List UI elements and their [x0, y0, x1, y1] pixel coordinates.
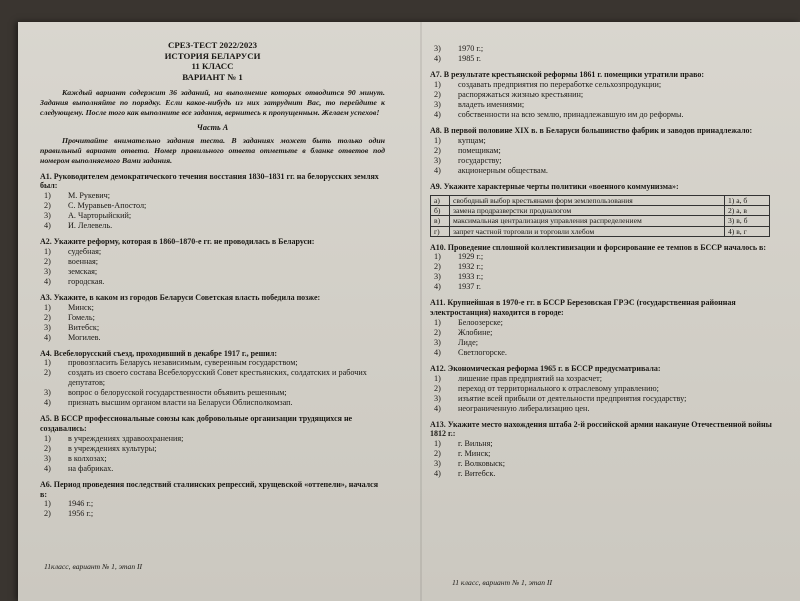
answer-option: [430, 262, 782, 272]
answer-option: [430, 156, 782, 166]
option-text: г. Витебск.: [458, 469, 496, 479]
question-text: А12. Экономическая реформа 1965 г. в БССР предусматривала:: [430, 363, 661, 373]
answer-option: [40, 358, 385, 368]
option-text: государству;: [458, 155, 502, 165]
a9-row: [431, 196, 770, 206]
option-text: 1946 г.;: [68, 499, 94, 509]
option-number: 3): [44, 453, 51, 463]
answer-option: [430, 439, 782, 449]
a9-row: [431, 206, 770, 216]
a9-row: [431, 226, 770, 236]
left-questions: [40, 172, 385, 520]
question-text: А8. В первой половине XIX в. в Беларуси большинство фабрик и заводов принадлежало:: [430, 125, 753, 135]
option-number: 2): [44, 201, 51, 211]
question-item: [430, 364, 782, 414]
answer-option: [430, 318, 782, 328]
a9-answer: 1) а, б: [725, 196, 770, 206]
a9-answer: 2) а, в: [725, 206, 770, 216]
question-text: А9. Укажите характерные черты политики «военного коммунизма»:: [430, 181, 679, 191]
answer-option: [40, 211, 385, 221]
answer-option: [40, 201, 385, 211]
option-text: собственности на всю землю, принадлежавшую им до реформы.: [458, 109, 684, 119]
option-text: Минск;: [68, 302, 94, 312]
answer-option: [430, 80, 782, 90]
option-text: Светлогорске.: [458, 347, 507, 357]
answer-option: [430, 100, 782, 110]
option-text: владеть имениями;: [458, 99, 525, 109]
option-number: 3): [434, 393, 441, 403]
question-item: [430, 243, 782, 293]
option-text: Белоозерске;: [458, 317, 503, 327]
option-number: 4): [44, 398, 51, 408]
question-text: А5. В БССР профессиональные союзы как добровольные организации трудящихся не создавались:: [40, 414, 353, 434]
question-text: А7. В результате крестьянской реформы 1861 г. помещики утратили право:: [430, 70, 705, 79]
option-text: Жлобине;: [458, 327, 493, 337]
option-number: 2): [44, 256, 51, 266]
question-item: [40, 237, 385, 287]
a9-letter: а): [431, 196, 450, 206]
question-item: [40, 349, 385, 409]
option-number: 2): [44, 443, 51, 453]
answer-option: [40, 323, 385, 333]
question-item: [430, 298, 782, 358]
option-number: 1): [434, 135, 441, 145]
option-text: в учреждениях здравоохранения;: [68, 433, 184, 443]
right-page: [430, 44, 782, 479]
option-number: 3): [434, 44, 441, 53]
option-text: 1956 г.;: [68, 509, 94, 519]
right-questions-2: [430, 243, 782, 480]
option-text: акционерным обществам.: [458, 165, 548, 175]
a9-letter: г): [431, 226, 450, 236]
option-number: 3): [44, 388, 51, 398]
a9-table: [430, 195, 770, 236]
option-number: 1): [44, 246, 51, 256]
answer-option: [40, 454, 385, 464]
a9-answer: 4) в, г: [725, 226, 770, 236]
option-number: 4): [44, 463, 51, 473]
answer-option: [430, 328, 782, 338]
a9-answer: 3) в, б: [725, 216, 770, 226]
question-a9: [430, 182, 782, 237]
title-line-1: СРЕЗ-ТЕСТ 2022/2023: [167, 40, 258, 50]
option-text: М. Рукевич;: [68, 191, 111, 201]
option-text: Лиде;: [458, 337, 479, 347]
question-text: А4. Всебелорусский съезд, проходивший в декабре 1917 г., решил:: [40, 348, 278, 358]
option-text: А. Чарторыйский;: [68, 211, 132, 221]
option-number: 1): [44, 358, 51, 368]
option-text: изъятие всей прибыли от деятельности предприятия государству;: [458, 393, 687, 403]
option-number: 3): [44, 266, 51, 276]
option-number: 3): [434, 99, 441, 109]
question-text: А11. Крупнейшая в 1970-е гг. в БССР Березовская ГРЭС (государственная районная электростанция) находится в городе:: [430, 298, 736, 318]
option-text: С. Муравьев-Апостол;: [68, 201, 147, 211]
option-number: 4): [434, 403, 441, 413]
answer-option: [40, 464, 385, 474]
answer-option: [40, 267, 385, 277]
option-text: И. Лелевель.: [68, 221, 113, 231]
option-number: 3): [434, 272, 441, 282]
a9-feature: максимальная централизация управления распределением: [450, 216, 725, 226]
page-fold: [420, 22, 422, 601]
answer-option: [40, 499, 385, 509]
answer-option: [430, 54, 782, 64]
a9-feature: замена продразверстки продналогом: [450, 206, 725, 216]
instructions: Каждый вариант содержит 36 заданий, на выполнение которых отводится 90 минут. Задания выполняйте по порядку. Если какое-нибудь из них затруднит Вас, то перейдите к следующему. После того как выполните все задания, вернитесь к пропущенным. Желаем успехов!: [40, 88, 385, 117]
answer-option: [430, 394, 782, 404]
answer-option: [430, 166, 782, 176]
option-number: 1): [434, 252, 441, 262]
option-text: г. Вильня;: [458, 439, 493, 449]
answer-option: [40, 257, 385, 267]
title-line-4: ВАРИАНТ № 1: [182, 71, 243, 82]
footer-left: 11класс, вариант № 1, этап II: [44, 562, 143, 571]
answer-option: [40, 191, 385, 201]
question-item: [430, 420, 782, 480]
answer-option: [40, 313, 385, 323]
option-text: военная;: [68, 256, 99, 266]
answer-option: [430, 252, 782, 262]
answer-option: [40, 277, 385, 287]
option-number: 1): [434, 373, 441, 383]
option-text: 1985 г.: [458, 54, 481, 63]
option-number: 4): [434, 469, 441, 479]
a9-letter: б): [431, 206, 450, 216]
option-text: распоряжаться жизнью крестьянин;: [458, 89, 584, 99]
option-text: помещикам;: [458, 145, 501, 155]
question-item: [40, 414, 385, 474]
option-text: неограниченную либерализацию цен.: [458, 403, 590, 413]
option-number: 2): [434, 89, 441, 99]
option-number: 1): [44, 191, 51, 201]
option-number: 1): [44, 499, 51, 509]
option-number: 4): [434, 347, 441, 357]
option-number: 4): [44, 276, 51, 286]
option-number: 1): [434, 439, 441, 449]
option-number: 3): [434, 337, 441, 347]
right-questions: [430, 70, 782, 176]
option-text: г. Волковыск;: [458, 459, 505, 469]
a9-feature: свободный выбор крестьянами форм землепользования: [450, 196, 725, 206]
option-number: 2): [434, 449, 441, 459]
answer-option: [40, 247, 385, 257]
option-number: 3): [434, 459, 441, 469]
option-number: 1): [434, 79, 441, 89]
answer-option: [40, 398, 385, 408]
answer-option: [430, 110, 782, 120]
option-number: 2): [434, 327, 441, 337]
question-item: [40, 293, 385, 343]
option-number: 4): [44, 332, 51, 342]
question-text: А10. Проведение сплошной коллективизации и форсирование ее темпов в БССР началось в:: [430, 242, 767, 252]
a6-continued-options: [430, 44, 782, 64]
answer-option: [430, 459, 782, 469]
option-number: 4): [434, 165, 441, 175]
question-text: А2. Укажите реформу, которая в 1860–1870-е гг. не проводилась в Беларуси:: [40, 237, 315, 247]
option-text: 1970 г.;: [458, 44, 484, 53]
option-number: 2): [44, 509, 51, 519]
option-number: 2): [434, 262, 441, 272]
answer-option: [430, 384, 782, 394]
option-text: 1937 г.: [458, 282, 481, 292]
option-text: Могилев.: [68, 332, 101, 342]
answer-option: [430, 348, 782, 358]
question-text: А13. Укажите место нахождения штаба 2-й российской армии накануне Отечественной войны 1812 г.:: [430, 419, 772, 439]
question-text: А6. Период проведения последствий сталинских репрессий, хрущевской «оттепели», начался в:: [40, 479, 379, 499]
title-line-2: ИСТОРИЯ БЕЛАРУСИ: [164, 50, 261, 61]
option-text: на фабриках.: [68, 463, 114, 473]
answer-option: [430, 44, 782, 54]
option-text: земская;: [68, 266, 98, 276]
part-a-heading: Часть А: [196, 123, 229, 133]
option-number: 2): [44, 312, 51, 322]
answer-option: [40, 303, 385, 313]
option-number: 3): [44, 322, 51, 332]
option-text: признать высшим органом власти на Беларуси Облисполкомзап.: [68, 398, 293, 408]
answer-option: [430, 449, 782, 459]
option-number: 2): [44, 368, 51, 378]
option-text: 1933 г.;: [458, 272, 484, 282]
option-number: 2): [434, 145, 441, 155]
option-text: создать из своего состава Всебелорусский Совет крестьянских, солдатских и рабочих депутатов;: [68, 368, 367, 388]
a9-row: [431, 216, 770, 226]
question-item: [430, 70, 782, 120]
answer-option: [40, 333, 385, 343]
question-item: [430, 126, 782, 176]
question-text: А3. Укажите, в каком из городов Беларуси Советская власть победила позже:: [40, 292, 321, 302]
option-text: г. Минск;: [458, 449, 491, 459]
option-number: 3): [44, 211, 51, 221]
option-number: 4): [434, 54, 441, 63]
answer-option: [430, 338, 782, 348]
option-text: судебная;: [68, 246, 102, 256]
part-a-instructions: Прочитайте внимательно задания теста. В заданиях может быть только один правильный вариант ответа. Номер правильного ответа отметьте в бланке ответов под номером выполняемого Вами задания.: [40, 136, 385, 165]
option-text: переход от территориального к отраслевому управлению;: [458, 383, 659, 393]
a9-letter: в): [431, 216, 450, 226]
answer-option: [430, 282, 782, 292]
left-page: [40, 40, 385, 519]
question-item: [40, 172, 385, 232]
answer-option: [430, 272, 782, 282]
answer-option: [40, 368, 385, 388]
option-number: 4): [434, 282, 441, 292]
option-text: в колхозах;: [68, 453, 107, 463]
question-text: А1. Руководителем демократического течения восстания 1830–1831 гг. на белорусских землях был:: [40, 171, 379, 191]
option-number: 2): [434, 383, 441, 393]
option-text: лишение прав предприятий на хозрасчет;: [458, 373, 603, 383]
answer-option: [430, 90, 782, 100]
answer-option: [430, 404, 782, 414]
option-text: провозгласить Беларусь независимым, суверенным государством;: [68, 358, 298, 368]
option-text: в учреждениях культуры;: [68, 443, 157, 453]
option-text: городская.: [68, 276, 105, 286]
answer-option: [430, 146, 782, 156]
option-text: вопрос о белорусской государственности объявить решенным;: [68, 388, 287, 398]
answer-option: [40, 388, 385, 398]
answer-option: [40, 444, 385, 454]
answer-option: [40, 509, 385, 519]
option-text: 1929 г.;: [458, 252, 484, 262]
footer-right: 11 класс, вариант № 1, этап II: [452, 578, 552, 587]
option-number: 3): [434, 155, 441, 165]
answer-option: [40, 434, 385, 444]
answer-option: [40, 221, 385, 231]
question-item: [40, 480, 385, 520]
option-number: 4): [44, 221, 51, 231]
option-number: 1): [44, 302, 51, 312]
option-text: Гомель;: [68, 312, 95, 322]
option-number: 1): [434, 317, 441, 327]
option-number: 1): [44, 433, 51, 443]
option-text: купцам;: [458, 135, 486, 145]
option-number: 4): [434, 109, 441, 119]
option-text: создавать предприятия по переработке сельхозпродукции;: [458, 79, 662, 89]
answer-option: [430, 374, 782, 384]
option-text: 1932 г.;: [458, 262, 484, 272]
title-line-3: 11 КЛАСС: [191, 61, 234, 72]
option-text: Витебск;: [68, 322, 100, 332]
a9-feature: запрет частной торговли и торговли хлебом: [450, 226, 725, 236]
answer-option: [430, 469, 782, 479]
answer-option: [430, 136, 782, 146]
